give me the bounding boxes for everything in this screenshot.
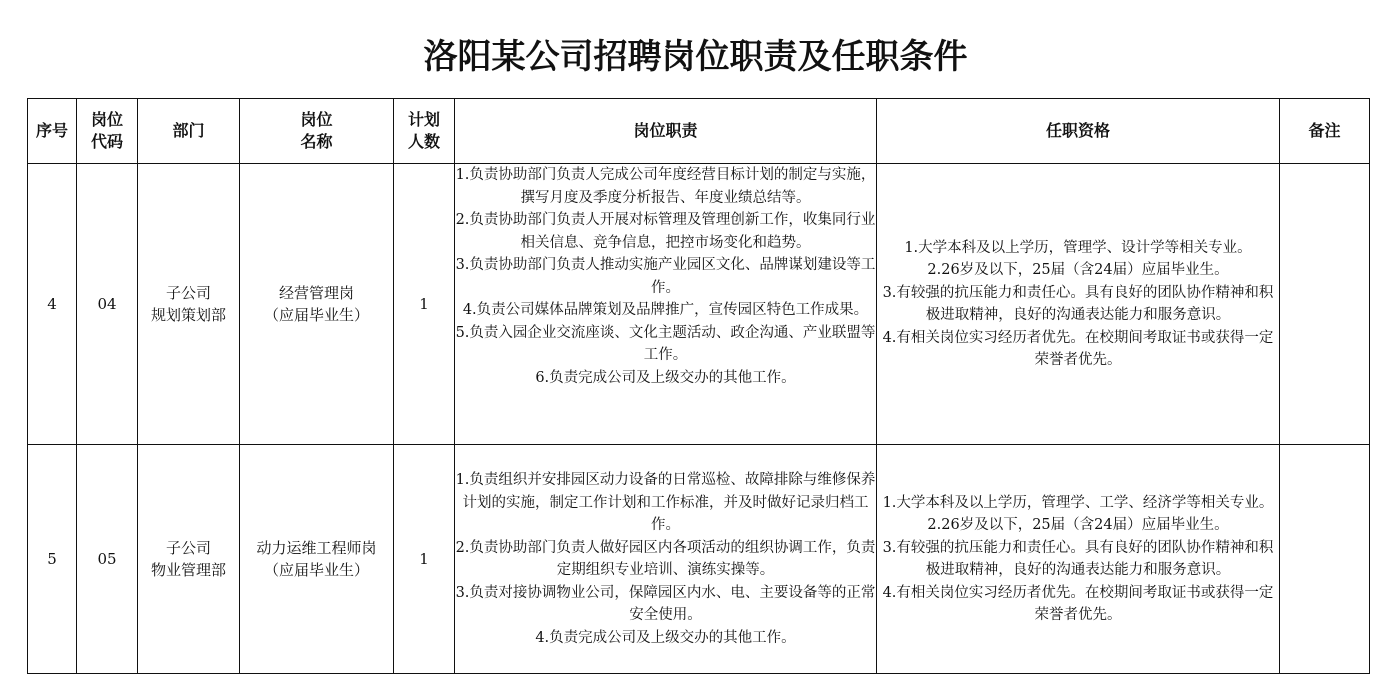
duty-item: 4.负责完成公司及上级交办的其他工作。 (535, 629, 796, 646)
requirement-item: 4.有相关岗位实习经历者优先。在校期间考取证书或获得一定荣誉者优先。 (882, 584, 1274, 623)
requirement-item: 3.有较强的抗压能力和责任心。具有良好的团队协作精神和积极进取精神，良好的沟通表达能力和服务意识。 (882, 284, 1274, 323)
cell-count: 1 (394, 445, 455, 674)
duty-item: 4.负责公司媒体品牌策划及品牌推广，宣传园区特色工作成果。 (462, 302, 869, 318)
table-row (28, 164, 1370, 445)
header-seq: 序号 (28, 99, 77, 164)
duty-item: 3.负责协助部门负责人推动实施产业园区文化、品牌谋划建设等工作。 (455, 257, 876, 296)
requirement-item: 2.26岁及以下，25届（含24届）应届毕业生。 (927, 517, 1229, 533)
duty-item: 1.负责协助部门负责人完成公司年度经营目标计划的制定与实施，撰写月度及季度分析报告、年度业绩总结等。 (455, 167, 876, 206)
job-table (27, 98, 1370, 674)
cell-notes (1280, 445, 1370, 674)
cell-position (240, 445, 394, 674)
cell-code: 05 (77, 445, 138, 674)
duty-item: 1.负责组织并安排园区动力设备的日常巡检、故障排除与维修保养计划的实施，制定工作计划和工作标准，并及时做好记录归档工作。 (455, 472, 876, 533)
header-position-line1: 岗位 (300, 110, 333, 129)
cell-seq: 5 (28, 445, 77, 674)
header-requirements: 任职资格 (877, 99, 1280, 164)
header-count (394, 99, 455, 164)
cell-requirements (877, 164, 1280, 445)
cell-code: 04 (77, 164, 138, 445)
duty-item: 2.负责协助部门负责人开展对标管理及管理创新工作，收集同行业相关信息、竞争信息，把控市场变化和趋势。 (455, 212, 876, 251)
header-duties: 岗位职责 (455, 99, 877, 164)
position-line1: 经营管理岗 (278, 284, 354, 302)
cell-position (240, 164, 394, 445)
cell-dept (138, 445, 240, 674)
requirement-item: 1.大学本科及以上学历，管理学、设计学等相关专业。 (904, 239, 1252, 256)
header-notes: 备注 (1280, 99, 1370, 164)
header-position-line2: 名称 (300, 132, 333, 151)
cell-notes (1280, 164, 1370, 445)
duty-item: 2.负责协助部门负责人做好园区内各项活动的组织协调工作，负责定期组织专业培训、演练实操等。 (455, 539, 876, 578)
duties-list (455, 164, 876, 444)
duty-item: 3.负责对接协调物业公司，保障园区内水、电、主要设备等的正常安全使用。 (455, 584, 876, 623)
header-code (77, 99, 138, 164)
header-row (28, 99, 1370, 164)
requirement-item: 4.有相关岗位实习经历者优先。在校期间考取证书或获得一定荣誉者优先。 (882, 329, 1274, 368)
cell-requirements (877, 445, 1280, 674)
position-line1: 动力运维工程师岗 (256, 539, 377, 557)
requirement-item: 3.有较强的抗压能力和责任心。具有良好的团队协作精神和积极进取精神，良好的沟通表达能力和服务意识。 (882, 539, 1274, 578)
cell-duties (455, 164, 877, 445)
header-count-line1: 计划 (407, 110, 440, 129)
header-dept: 部门 (138, 99, 240, 164)
requirement-item: 1.大学本科及以上学历，管理学、工学、经济学等相关专业。 (882, 494, 1274, 511)
table-row (28, 445, 1370, 674)
cell-duties (455, 445, 877, 674)
duty-item: 6.负责完成公司及上级交办的其他工作。 (535, 369, 796, 386)
duty-item: 5.负责入园企业交流座谈、文化主题活动、政企沟通、产业联盟等工作。 (455, 324, 876, 363)
header-position (240, 99, 394, 164)
header-count-line2: 人数 (407, 132, 440, 151)
dept-line1: 子公司 (165, 284, 211, 302)
header-code-line2: 代码 (90, 132, 123, 151)
position-line2: （应届毕业生） (263, 306, 369, 324)
cell-dept (138, 164, 240, 445)
requirement-item: 2.26岁及以下，25届（含24届）应届毕业生。 (927, 262, 1229, 278)
cell-count: 1 (394, 164, 455, 445)
dept-line1: 子公司 (165, 539, 211, 557)
dept-line2: 物业管理部 (150, 561, 226, 579)
cell-seq: 4 (28, 164, 77, 445)
document-title: 洛阳某公司招聘岗位职责及任职条件 (423, 37, 968, 77)
dept-line2: 规划策划部 (150, 306, 226, 324)
header-code-line1: 岗位 (90, 110, 123, 129)
position-line2: （应届毕业生） (263, 561, 369, 579)
